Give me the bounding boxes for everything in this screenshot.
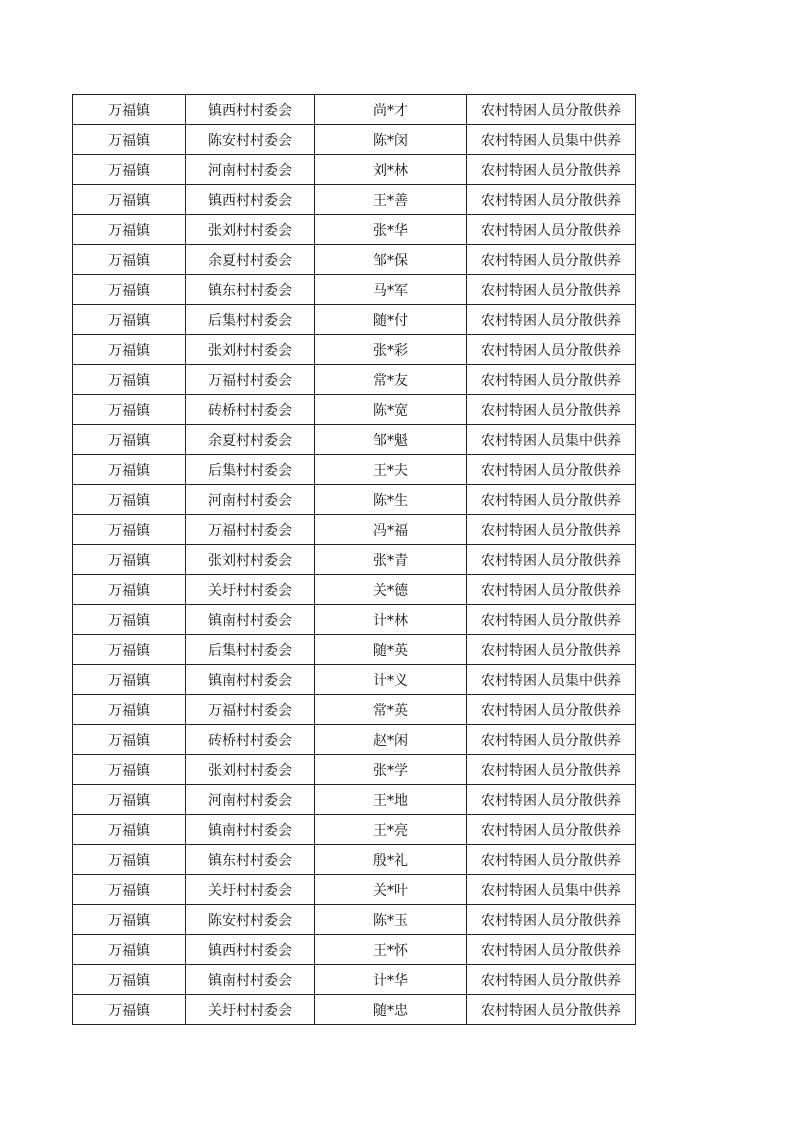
support-type-cell: 农村特困人员分散供养 bbox=[467, 725, 636, 755]
person-name-cell: 王*怀 bbox=[315, 935, 467, 965]
support-type-cell: 农村特困人员分散供养 bbox=[467, 305, 636, 335]
person-name-cell: 陈*玉 bbox=[315, 905, 467, 935]
town-cell: 万福镇 bbox=[73, 515, 186, 545]
table-row bbox=[73, 245, 636, 275]
person-name-cell: 张*青 bbox=[315, 545, 467, 575]
person-name-cell: 王*夫 bbox=[315, 455, 467, 485]
town-cell: 万福镇 bbox=[73, 245, 186, 275]
person-name-cell: 张*华 bbox=[315, 215, 467, 245]
village-committee-cell: 镇西村村委会 bbox=[186, 935, 315, 965]
town-cell: 万福镇 bbox=[73, 575, 186, 605]
person-name-cell: 随*付 bbox=[315, 305, 467, 335]
table-row bbox=[73, 485, 636, 515]
table-row bbox=[73, 665, 636, 695]
table-row bbox=[73, 935, 636, 965]
person-name-cell: 随*英 bbox=[315, 635, 467, 665]
village-committee-cell: 余夏村村委会 bbox=[186, 245, 315, 275]
support-type-cell: 农村特困人员分散供养 bbox=[467, 455, 636, 485]
support-type-cell: 农村特困人员分散供养 bbox=[467, 485, 636, 515]
table-row bbox=[73, 995, 636, 1025]
town-cell: 万福镇 bbox=[73, 545, 186, 575]
town-cell: 万福镇 bbox=[73, 365, 186, 395]
support-type-cell: 农村特困人员分散供养 bbox=[467, 995, 636, 1025]
table-row bbox=[73, 605, 636, 635]
village-committee-cell: 河南村村委会 bbox=[186, 785, 315, 815]
table-row bbox=[73, 125, 636, 155]
village-committee-cell: 关圩村村委会 bbox=[186, 995, 315, 1025]
person-name-cell: 冯*福 bbox=[315, 515, 467, 545]
village-committee-cell: 万福村村委会 bbox=[186, 365, 315, 395]
town-cell: 万福镇 bbox=[73, 395, 186, 425]
table-row bbox=[73, 365, 636, 395]
person-name-cell: 王*善 bbox=[315, 185, 467, 215]
support-type-cell: 农村特困人员分散供养 bbox=[467, 845, 636, 875]
town-cell: 万福镇 bbox=[73, 995, 186, 1025]
table-row bbox=[73, 785, 636, 815]
support-type-cell: 农村特困人员分散供养 bbox=[467, 155, 636, 185]
town-cell: 万福镇 bbox=[73, 635, 186, 665]
support-type-cell: 农村特困人员分散供养 bbox=[467, 185, 636, 215]
person-name-cell: 常*英 bbox=[315, 695, 467, 725]
village-committee-cell: 镇东村村委会 bbox=[186, 845, 315, 875]
village-committee-cell: 张刘村村委会 bbox=[186, 755, 315, 785]
support-type-cell: 农村特困人员分散供养 bbox=[467, 575, 636, 605]
town-cell: 万福镇 bbox=[73, 155, 186, 185]
person-name-cell: 计*林 bbox=[315, 605, 467, 635]
person-name-cell: 陈*闵 bbox=[315, 125, 467, 155]
town-cell: 万福镇 bbox=[73, 275, 186, 305]
person-name-cell: 陈*宽 bbox=[315, 395, 467, 425]
person-name-cell: 王*地 bbox=[315, 785, 467, 815]
support-type-cell: 农村特困人员分散供养 bbox=[467, 545, 636, 575]
table-row bbox=[73, 185, 636, 215]
support-type-cell: 农村特困人员集中供养 bbox=[467, 875, 636, 905]
support-type-cell: 农村特困人员集中供养 bbox=[467, 665, 636, 695]
town-cell: 万福镇 bbox=[73, 455, 186, 485]
town-cell: 万福镇 bbox=[73, 305, 186, 335]
town-cell: 万福镇 bbox=[73, 905, 186, 935]
person-name-cell: 张*学 bbox=[315, 755, 467, 785]
person-name-cell: 王*亮 bbox=[315, 815, 467, 845]
table-row bbox=[73, 335, 636, 365]
town-cell: 万福镇 bbox=[73, 335, 186, 365]
town-cell: 万福镇 bbox=[73, 725, 186, 755]
village-committee-cell: 砖桥村村委会 bbox=[186, 725, 315, 755]
town-cell: 万福镇 bbox=[73, 695, 186, 725]
support-type-cell: 农村特困人员分散供养 bbox=[467, 755, 636, 785]
table-row bbox=[73, 275, 636, 305]
town-cell: 万福镇 bbox=[73, 815, 186, 845]
table-row bbox=[73, 95, 636, 125]
table-row bbox=[73, 455, 636, 485]
village-committee-cell: 镇东村村委会 bbox=[186, 275, 315, 305]
table-row bbox=[73, 425, 636, 455]
town-cell: 万福镇 bbox=[73, 215, 186, 245]
support-type-cell: 农村特困人员分散供养 bbox=[467, 605, 636, 635]
person-name-cell: 尚*才 bbox=[315, 95, 467, 125]
person-name-cell: 陈*生 bbox=[315, 485, 467, 515]
table-row bbox=[73, 575, 636, 605]
person-name-cell: 张*彩 bbox=[315, 335, 467, 365]
table-row bbox=[73, 515, 636, 545]
table-row bbox=[73, 905, 636, 935]
support-type-cell: 农村特困人员分散供养 bbox=[467, 905, 636, 935]
village-committee-cell: 镇南村村委会 bbox=[186, 605, 315, 635]
table-row bbox=[73, 545, 636, 575]
village-committee-cell: 万福村村委会 bbox=[186, 515, 315, 545]
person-name-cell: 关*叶 bbox=[315, 875, 467, 905]
village-committee-cell: 张刘村村委会 bbox=[186, 545, 315, 575]
table-row bbox=[73, 875, 636, 905]
town-cell: 万福镇 bbox=[73, 665, 186, 695]
village-committee-cell: 关圩村村委会 bbox=[186, 575, 315, 605]
village-committee-cell: 关圩村村委会 bbox=[186, 875, 315, 905]
support-type-cell: 农村特困人员分散供养 bbox=[467, 785, 636, 815]
table-row bbox=[73, 815, 636, 845]
town-cell: 万福镇 bbox=[73, 125, 186, 155]
person-name-cell: 计*华 bbox=[315, 965, 467, 995]
village-committee-cell: 张刘村村委会 bbox=[186, 335, 315, 365]
person-name-cell: 邹*魁 bbox=[315, 425, 467, 455]
person-name-cell: 随*忠 bbox=[315, 995, 467, 1025]
support-type-cell: 农村特困人员分散供养 bbox=[467, 95, 636, 125]
village-committee-cell: 张刘村村委会 bbox=[186, 215, 315, 245]
town-cell: 万福镇 bbox=[73, 875, 186, 905]
support-type-cell: 农村特困人员分散供养 bbox=[467, 695, 636, 725]
table-row bbox=[73, 725, 636, 755]
town-cell: 万福镇 bbox=[73, 755, 186, 785]
town-cell: 万福镇 bbox=[73, 185, 186, 215]
support-type-cell: 农村特困人员分散供养 bbox=[467, 815, 636, 845]
town-cell: 万福镇 bbox=[73, 845, 186, 875]
support-type-cell: 农村特困人员集中供养 bbox=[467, 425, 636, 455]
support-type-cell: 农村特困人员分散供养 bbox=[467, 245, 636, 275]
person-name-cell: 关*德 bbox=[315, 575, 467, 605]
table-row bbox=[73, 155, 636, 185]
support-type-cell: 农村特困人员集中供养 bbox=[467, 125, 636, 155]
table-row bbox=[73, 695, 636, 725]
person-name-cell: 计*义 bbox=[315, 665, 467, 695]
table-row bbox=[73, 305, 636, 335]
support-type-cell: 农村特困人员分散供养 bbox=[467, 395, 636, 425]
town-cell: 万福镇 bbox=[73, 485, 186, 515]
support-type-cell: 农村特困人员分散供养 bbox=[467, 935, 636, 965]
support-type-cell: 农村特困人员分散供养 bbox=[467, 335, 636, 365]
village-committee-cell: 河南村村委会 bbox=[186, 485, 315, 515]
support-type-cell: 农村特困人员分散供养 bbox=[467, 215, 636, 245]
village-committee-cell: 后集村村委会 bbox=[186, 455, 315, 485]
town-cell: 万福镇 bbox=[73, 605, 186, 635]
support-type-cell: 农村特困人员分散供养 bbox=[467, 365, 636, 395]
beneficiary-table bbox=[72, 94, 636, 1025]
person-name-cell: 殷*礼 bbox=[315, 845, 467, 875]
person-name-cell: 常*友 bbox=[315, 365, 467, 395]
village-committee-cell: 后集村村委会 bbox=[186, 305, 315, 335]
town-cell: 万福镇 bbox=[73, 95, 186, 125]
table-row bbox=[73, 755, 636, 785]
town-cell: 万福镇 bbox=[73, 935, 186, 965]
table-row bbox=[73, 965, 636, 995]
table-row bbox=[73, 635, 636, 665]
village-committee-cell: 余夏村村委会 bbox=[186, 425, 315, 455]
table-row bbox=[73, 395, 636, 425]
support-type-cell: 农村特困人员分散供养 bbox=[467, 275, 636, 305]
village-committee-cell: 陈安村村委会 bbox=[186, 125, 315, 155]
table-row bbox=[73, 845, 636, 875]
support-type-cell: 农村特困人员分散供养 bbox=[467, 635, 636, 665]
village-committee-cell: 万福村村委会 bbox=[186, 695, 315, 725]
village-committee-cell: 陈安村村委会 bbox=[186, 905, 315, 935]
village-committee-cell: 镇南村村委会 bbox=[186, 965, 315, 995]
village-committee-cell: 砖桥村村委会 bbox=[186, 395, 315, 425]
village-committee-cell: 镇南村村委会 bbox=[186, 665, 315, 695]
person-name-cell: 刘*林 bbox=[315, 155, 467, 185]
person-name-cell: 马*军 bbox=[315, 275, 467, 305]
village-committee-cell: 河南村村委会 bbox=[186, 155, 315, 185]
town-cell: 万福镇 bbox=[73, 425, 186, 455]
village-committee-cell: 镇南村村委会 bbox=[186, 815, 315, 845]
table-body bbox=[73, 95, 636, 1025]
village-committee-cell: 镇西村村委会 bbox=[186, 185, 315, 215]
town-cell: 万福镇 bbox=[73, 965, 186, 995]
person-name-cell: 赵*闲 bbox=[315, 725, 467, 755]
support-type-cell: 农村特困人员分散供养 bbox=[467, 515, 636, 545]
support-type-cell: 农村特困人员分散供养 bbox=[467, 965, 636, 995]
village-committee-cell: 镇西村村委会 bbox=[186, 95, 315, 125]
village-committee-cell: 后集村村委会 bbox=[186, 635, 315, 665]
table-row bbox=[73, 215, 636, 245]
person-name-cell: 邹*保 bbox=[315, 245, 467, 275]
town-cell: 万福镇 bbox=[73, 785, 186, 815]
